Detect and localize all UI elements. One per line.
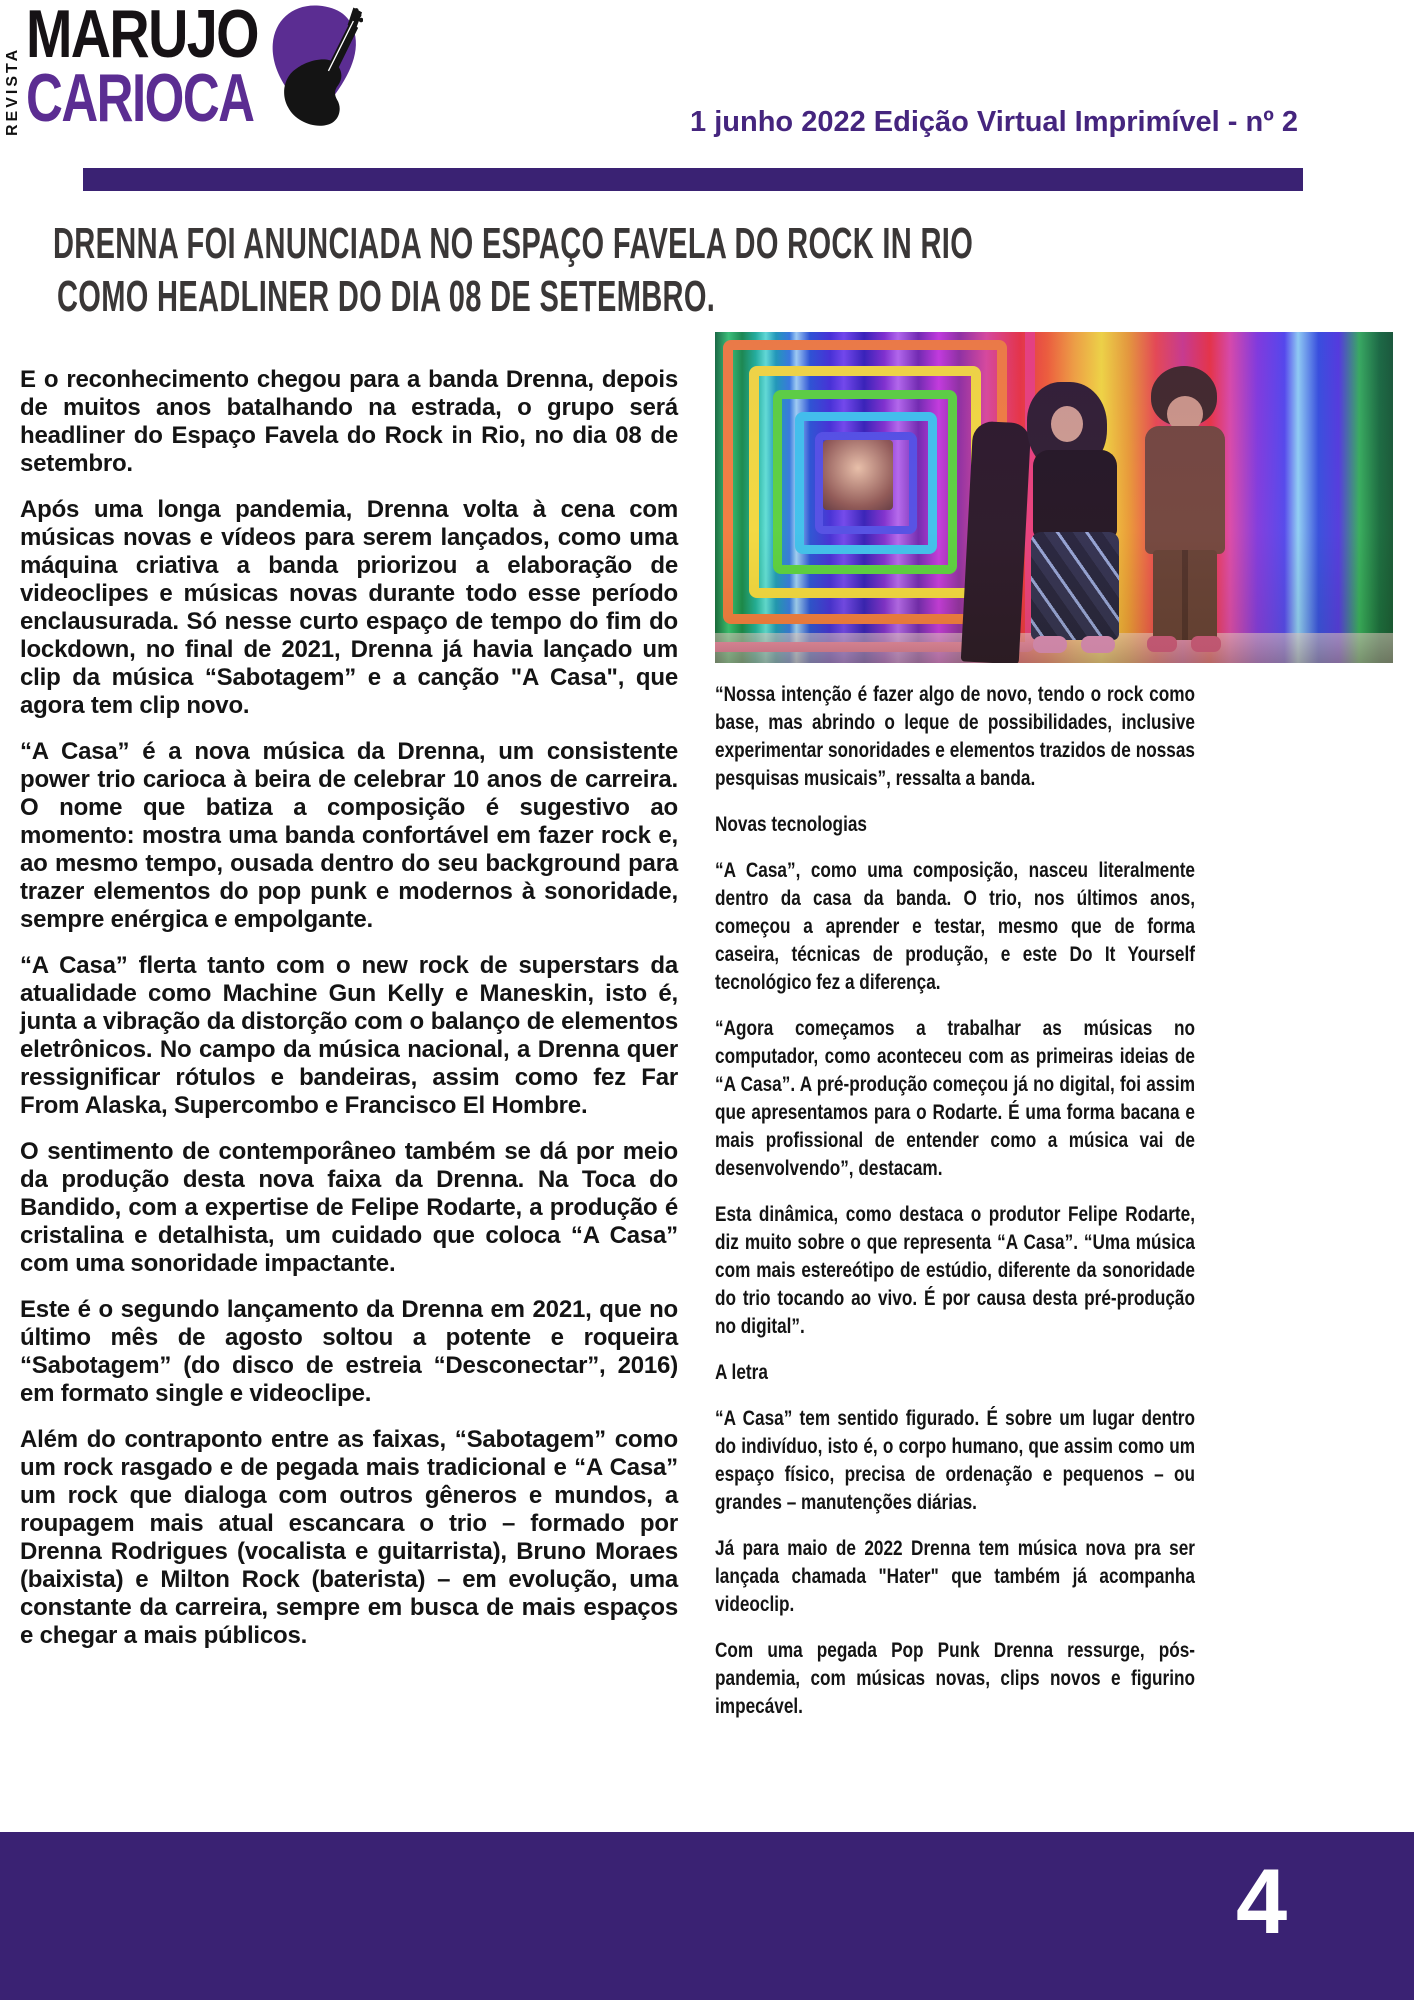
- header-divider-bar: [83, 168, 1303, 191]
- paragraph: “A Casa” é a nova música da Drenna, um consistente power trio carioca à beira de celebrar 10 anos de carreira. O nome que batiza a composição é sugestivo ao momento: mostra uma banda confortável em fazer rock e, ao mesmo tempo, ousada dentro do seu background para trazer elementos do pop punk e modernos à sonoridade, sempre enérgica e empolgante.: [20, 738, 678, 933]
- left-column: [20, 366, 678, 1668]
- logo-word-marujo: MARUJO: [26, 0, 258, 72]
- logo-word-carioca: CARIOCA: [26, 60, 254, 136]
- paragraph: O sentimento de contemporâneo também se dá por meio da produção desta nova faixa da Drenna. Na Toca do Bandido, com a expertise de Felipe Rodarte, a produção é cristalina e detalhista, um cuidado que coloca “A Casa” com uma sonoridade impactante.: [20, 1138, 678, 1277]
- paragraph: “A Casa” flerta tanto com o new rock de superstars da atualidade como Machine Gun Kelly e Maneskin, isto é, junta a vibração da distorção com o balanço de elementos eletrônicos. No campo da música nacional, a Drenna quer ressignificar rótulos e bandeiras, assim como fez Far From Alaska, Supercombo e Francisco El Hombre.: [20, 952, 678, 1119]
- subhead-a-letra: A letra: [715, 1360, 768, 1384]
- headline-line-2: COMO HEADLINER DO DIA 08 DE SETEMBRO.: [57, 272, 716, 321]
- paragraph: Já para maio de 2022 Drenna tem música nova pra ser lançada chamada "Hater" que também já acompanha videoclip.: [715, 1536, 1195, 1616]
- paragraph: Com uma pegada Pop Punk Drenna ressurge, pós-pandemia, com músicas novas, clips novos e figurino impecável.: [715, 1638, 1195, 1718]
- right-column: [715, 680, 1195, 1738]
- paragraph: Após uma longa pandemia, Drenna volta à cena com músicas novas e vídeos para serem lançados, como uma máquina criativa a banda priorizou a elaboração de videoclipes e músicas novas durante todo esse período enclausurada. Só nesse curto espaço de tempo do fim do lockdown, no final de 2021, Drenna já havia lançado um clip da música “Sabotagem” e a canção "A Casa", que agora tem clip novo.: [20, 496, 678, 719]
- paragraph: “A Casa”, como uma composição, nasceu literalmente dentro da casa da banda. O trio, nos últimos anos, começou a aprender e testar, mesmo que de forma caseira, técnicas de produção, e este Do It Yourself tecnológico fez a diferença.: [715, 858, 1195, 994]
- issue-date-line: 1 junho 2022 Edição Virtual Imprimível - nº 2: [690, 106, 1298, 138]
- footer-bar: [0, 1832, 1414, 2000]
- paragraph: “Nossa intenção é fazer algo de novo, tendo o rock como base, mas abrindo o leque de possibilidades, inclusive experimentar sonoridades e elementos trazidos de nossas pesquisas musicais”, ressalta a banda.: [715, 682, 1195, 790]
- headline-line-1: DRENNA FOI ANUNCIADA NO ESPAÇO FAVELA DO ROCK IN RIO: [53, 219, 974, 268]
- logo-revista-vertical-text: REVISTA: [4, 46, 21, 136]
- page-number: 4: [1236, 1851, 1288, 1953]
- band-photo: [715, 332, 1393, 663]
- guitar-pick-icon: [267, 0, 363, 138]
- paragraph: Esta dinâmica, como destaca o produtor Felipe Rodarte, diz muito sobre o que representa “A Casa”. “Uma música com mais estereótipo de estúdio, diferente da sonoridade do trio tocando ao vivo. É por causa desta pré-produção no digital”.: [715, 1202, 1195, 1338]
- subhead-novas-tecnologias: Novas tecnologias: [715, 812, 867, 836]
- paragraph: Este é o segundo lançamento da Drenna em 2021, que no último mês de agosto soltou a potente e roqueira “Sabotagem” (do disco de estreia “Desconectar”, 2016) em formato single e videoclipe.: [20, 1296, 678, 1407]
- paragraph: Além do contraponto entre as faixas, “Sabotagem” como um rock rasgado e de pegada mais tradicional e “A Casa” um rock que dialoga com outros gêneros e mundos, a roupagem mais atual escancara o trio – formado por Drenna Rodrigues (vocalista e guitarrista), Bruno Moraes (baixista) e Milton Rock (baterista) – em evolução, uma constante da carreira, sempre em busca de mais espaços e chegar a mais públicos.: [20, 1426, 678, 1649]
- paragraph: “A Casa” tem sentido figurado. É sobre um lugar dentro do indivíduo, isto é, o corpo humano, que assim como um espaço físico, precisa de ordenação e pequenos – ou grandes – manutenções diárias.: [715, 1406, 1195, 1514]
- paragraph: E o reconhecimento chegou para a banda Drenna, depois de muitos anos batalhando na estrada, o grupo será headliner do Espaço Favela do Rock in Rio, no dia 08 de setembro.: [20, 366, 678, 477]
- paragraph: “Agora começamos a trabalhar as músicas no computador, como aconteceu com as primeiras ideias de “A Casa”. A pré-produção começou já no digital, foi assim que apresentamos para o Rodarte. É uma forma bacana e mais profissional de entender como a música vai de desenvolvendo”, destacam.: [715, 1016, 1195, 1180]
